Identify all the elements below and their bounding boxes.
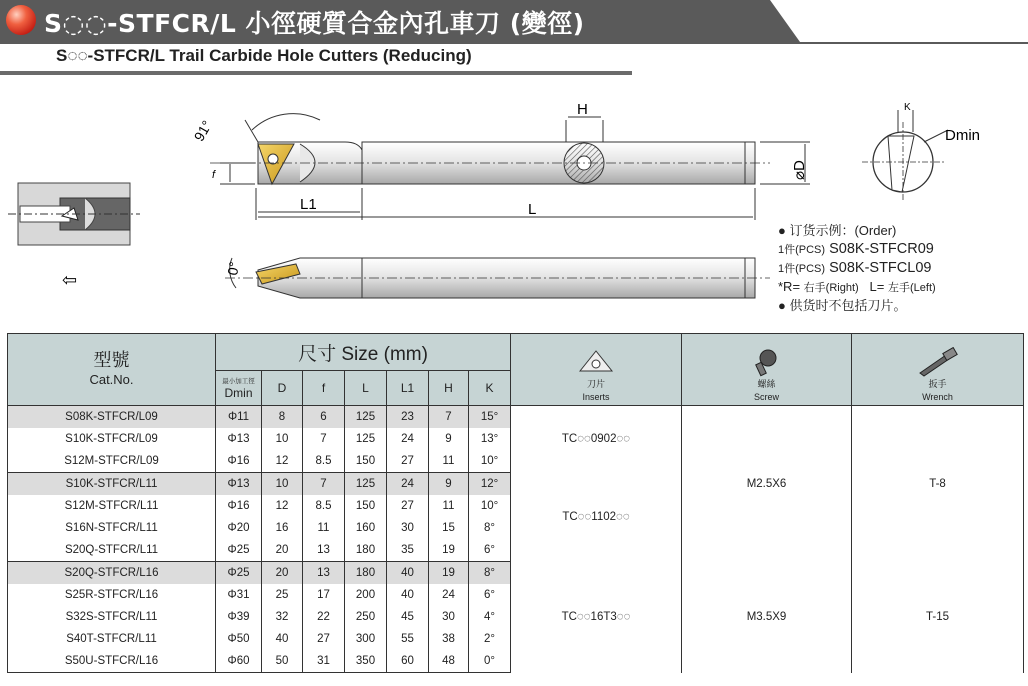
order-notes: [778, 222, 936, 315]
cell-h: 9: [429, 473, 469, 496]
cell-dmin: Φ60: [216, 650, 262, 673]
cell-k: 4°: [469, 606, 511, 628]
cell-dmin: Φ13: [216, 428, 262, 450]
cell-l1: 60: [387, 650, 429, 673]
cell-wrench: T-15: [852, 562, 1024, 673]
cell-insert: TC◌◌1102◌◌: [511, 473, 682, 562]
col-dmin-cn: 最小加工徑: [222, 377, 255, 385]
cat-header-en: Cat.No.: [89, 371, 134, 387]
col-dmin-en: Dmin: [224, 385, 253, 400]
cell-h: 19: [429, 539, 469, 562]
cell-cat: S12M-STFCR/L09: [8, 450, 216, 473]
cell-dmin: Φ39: [216, 606, 262, 628]
cell-d: 20: [262, 562, 303, 585]
cell-l1: 40: [387, 584, 429, 606]
page-title: S◌◌-STFCR/L 小徑硬質合金內孔車刀 (變徑): [44, 9, 585, 38]
cell-l: 300: [345, 628, 387, 650]
cell-cat: S20Q-STFCR/L11: [8, 539, 216, 562]
cell-h: 9: [429, 428, 469, 450]
cell-cat: S32S-STFCR/L11: [8, 606, 216, 628]
cell-l: 125: [345, 428, 387, 450]
inserts-header-cn: 刀片: [587, 379, 606, 389]
cell-l: 180: [345, 539, 387, 562]
col-dmin-header: [216, 371, 262, 406]
cell-h: 19: [429, 562, 469, 585]
cell-cat: S50U-STFCR/L16: [8, 650, 216, 673]
spec-table: [7, 333, 1024, 673]
cell-dmin: Φ16: [216, 495, 262, 517]
cell-l: 180: [345, 562, 387, 585]
col-k-header: K: [469, 371, 511, 406]
cell-dmin: Φ20: [216, 517, 262, 539]
wrench-icon: [916, 347, 960, 377]
col-l-header: L: [345, 371, 387, 406]
cell-l: 150: [345, 450, 387, 473]
cell-d: 16: [262, 517, 303, 539]
order-example-title: ● 订货示例：(Order): [778, 223, 897, 238]
dim-l-label: L: [528, 201, 537, 218]
order-line-left: [778, 259, 936, 278]
cell-k: 8°: [469, 562, 511, 585]
cell-cat: S08K-STFCR/L09: [8, 406, 216, 429]
inserts-header-en: Inserts: [582, 392, 610, 402]
cell-h: 11: [429, 495, 469, 517]
cell-insert: TC◌◌0902◌◌: [511, 406, 682, 473]
right-hand-label: 右手(Right): [803, 282, 859, 294]
cell-cat: S12M-STFCR/L11: [8, 495, 216, 517]
cell-dmin: Φ11: [216, 406, 262, 429]
screw-icon: [752, 347, 782, 377]
r-equals: *R=: [778, 279, 801, 294]
cell-k: 13°: [469, 428, 511, 450]
cell-k: 15°: [469, 406, 511, 429]
cell-wrench: T-8: [852, 406, 1024, 562]
dim-h-label: H: [577, 101, 588, 118]
hand-legend: [778, 278, 936, 297]
cell-l: 125: [345, 406, 387, 429]
inserts-header: [511, 334, 682, 406]
table-row: [8, 562, 1024, 585]
subtitle-rule: [0, 71, 632, 75]
cell-l1: 23: [387, 406, 429, 429]
cell-k: 8°: [469, 517, 511, 539]
direction-arrow-icon: ⇦: [62, 270, 78, 291]
red-ball-icon: [6, 5, 36, 35]
cell-cat: S10K-STFCR/L09: [8, 428, 216, 450]
table-row: [8, 406, 1024, 429]
cell-l: 350: [345, 650, 387, 673]
cell-h: 15: [429, 517, 469, 539]
cell-cat: S10K-STFCR/L11: [8, 473, 216, 496]
order-code-left: S08K-STFCL09: [829, 260, 932, 276]
insert-icon: [576, 347, 616, 377]
cat-header-cn: 型號: [93, 349, 130, 370]
cell-d: 32: [262, 606, 303, 628]
cell-dmin: Φ25: [216, 562, 262, 585]
cell-k: 2°: [469, 628, 511, 650]
header-band-slant: [740, 0, 800, 42]
cell-l: 160: [345, 517, 387, 539]
cell-l1: 40: [387, 562, 429, 585]
cell-f: 31: [303, 650, 345, 673]
cell-l1: 27: [387, 450, 429, 473]
col-d-header: D: [262, 371, 303, 406]
cell-h: 7: [429, 406, 469, 429]
dim-dmin-label: Dmin: [945, 127, 981, 144]
cell-d: 10: [262, 428, 303, 450]
cell-k: 0°: [469, 650, 511, 673]
order-code-right: S08K-STFCR09: [829, 241, 934, 257]
wrench-header: [852, 334, 1024, 406]
wrench-header-cn: 扳手: [928, 379, 947, 389]
cell-l1: 24: [387, 428, 429, 450]
cell-h: 24: [429, 584, 469, 606]
cell-l1: 35: [387, 539, 429, 562]
cell-f: 13: [303, 539, 345, 562]
cell-d: 12: [262, 450, 303, 473]
wrench-header-en: Wrench: [922, 392, 953, 402]
cell-d: 25: [262, 584, 303, 606]
cell-f: 11: [303, 517, 345, 539]
boring-view: [8, 183, 140, 245]
tool-side-view: [225, 258, 770, 298]
cell-cat: S20Q-STFCR/L16: [8, 562, 216, 585]
cell-d: 10: [262, 473, 303, 496]
cat-header: [8, 334, 216, 406]
cell-h: 48: [429, 650, 469, 673]
angle-91-label: 91°: [190, 117, 216, 144]
cell-h: 38: [429, 628, 469, 650]
header-rule: [0, 42, 1028, 44]
left-hand-label: 左手(Left): [887, 282, 936, 294]
cell-l: 150: [345, 495, 387, 517]
angle-0-label: 0°: [224, 260, 243, 277]
cell-k: 10°: [469, 495, 511, 517]
cell-f: 6: [303, 406, 345, 429]
cell-cat: S25R-STFCR/L16: [8, 584, 216, 606]
cell-f: 7: [303, 473, 345, 496]
screw-header-cn: 螺絲: [757, 379, 776, 389]
cell-f: 27: [303, 628, 345, 650]
cell-l1: 30: [387, 517, 429, 539]
dim-f-label: f: [212, 169, 216, 181]
order-line-right: [778, 240, 936, 259]
cell-k: 6°: [469, 584, 511, 606]
spec-table-body: [8, 406, 1024, 673]
cell-l1: 55: [387, 628, 429, 650]
cell-dmin: Φ13: [216, 473, 262, 496]
cell-k: 10°: [469, 450, 511, 473]
dim-phi-d-label: ⌀D: [791, 160, 808, 180]
cell-l: 200: [345, 584, 387, 606]
cell-k: 6°: [469, 539, 511, 562]
cell-l: 125: [345, 473, 387, 496]
cell-f: 22: [303, 606, 345, 628]
cell-f: 13: [303, 562, 345, 585]
l-equals: L=: [869, 279, 885, 294]
cell-h: 30: [429, 606, 469, 628]
cell-f: 8.5: [303, 450, 345, 473]
cell-k: 12°: [469, 473, 511, 496]
cell-h: 11: [429, 450, 469, 473]
cell-dmin: Φ16: [216, 450, 262, 473]
cell-l1: 24: [387, 473, 429, 496]
cell-dmin: Φ25: [216, 539, 262, 562]
order-pcs-label: 1件(PCS): [778, 263, 826, 275]
tool-end-view: [862, 110, 948, 200]
cell-l1: 45: [387, 606, 429, 628]
cell-screw: M2.5X6: [682, 406, 852, 562]
cell-f: 7: [303, 428, 345, 450]
size-header: 尺寸 Size (mm): [216, 334, 511, 371]
col-f-header: f: [303, 371, 345, 406]
order-pcs-label: 1件(PCS): [778, 244, 826, 256]
col-l1-header: L1: [387, 371, 429, 406]
cell-cat: S16N-STFCR/L11: [8, 517, 216, 539]
cell-d: 20: [262, 539, 303, 562]
cell-d: 50: [262, 650, 303, 673]
screw-header-en: Screw: [754, 392, 780, 402]
cell-d: 12: [262, 495, 303, 517]
screw-header: [682, 334, 852, 406]
col-h-header: H: [429, 371, 469, 406]
page-subtitle: S◌◌-STFCR/L Trail Carbide Hole Cutters (Reducing): [56, 46, 472, 65]
cell-f: 17: [303, 584, 345, 606]
dim-k-label: K: [904, 102, 911, 113]
cell-l: 250: [345, 606, 387, 628]
cell-dmin: Φ50: [216, 628, 262, 650]
cell-screw: M3.5X9: [682, 562, 852, 673]
cell-l1: 27: [387, 495, 429, 517]
cell-d: 8: [262, 406, 303, 429]
dim-l1-label: L1: [300, 196, 317, 213]
cell-cat: S40T-STFCR/L11: [8, 628, 216, 650]
supply-note: ● 供货时不包括刀片。: [778, 298, 907, 313]
cell-f: 8.5: [303, 495, 345, 517]
cell-insert: TC◌◌16T3◌◌: [511, 562, 682, 673]
cell-dmin: Φ31: [216, 584, 262, 606]
cell-d: 40: [262, 628, 303, 650]
